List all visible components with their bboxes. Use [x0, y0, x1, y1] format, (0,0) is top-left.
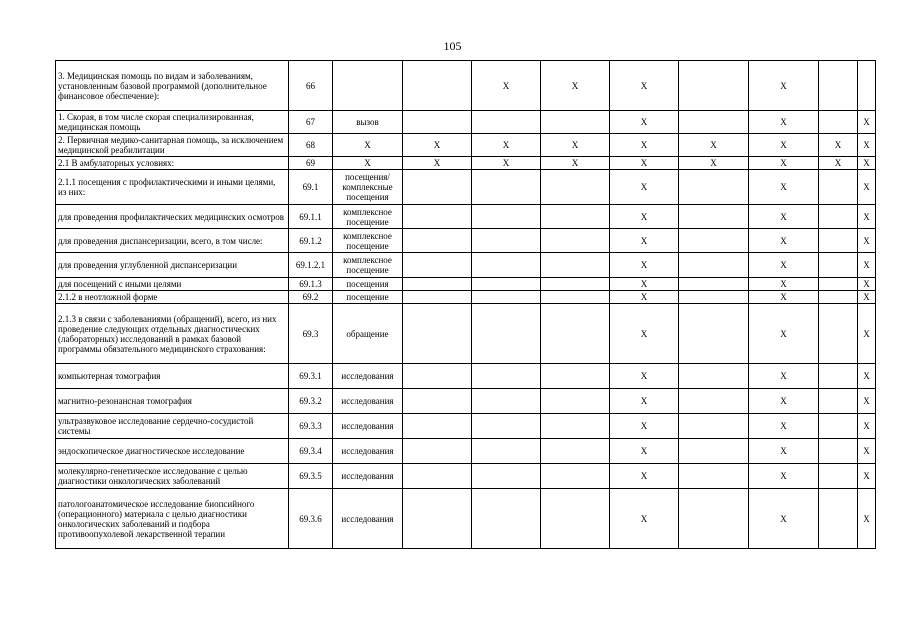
value-cell [819, 291, 858, 304]
value-cell [819, 253, 858, 278]
value-cell: Х [858, 205, 876, 229]
value-cell: Х [472, 61, 541, 111]
value-cell: Х [858, 364, 876, 389]
value-cell: Х [858, 253, 876, 278]
value-cell [819, 439, 858, 464]
row-name-cell: для проведения углубленной диспансеризации [56, 253, 289, 278]
row-name-cell: 2.1.1 посещения с профилактическими и иными целями, из них: [56, 170, 289, 205]
row-unit-cell: исследования [333, 364, 403, 389]
row-number-cell: 69.1 [289, 170, 333, 205]
value-cell [403, 304, 472, 364]
row-number-cell: 69.3.2 [289, 389, 333, 414]
row-number-cell: 69.1.1 [289, 205, 333, 229]
value-cell: Х [749, 170, 819, 205]
value-cell: Х [858, 489, 876, 549]
value-cell [819, 464, 858, 489]
row-number-cell: 69.1.3 [289, 278, 333, 291]
row-unit-cell: комплексное посещение [333, 229, 403, 253]
value-cell [472, 291, 541, 304]
value-cell [472, 205, 541, 229]
value-cell [472, 464, 541, 489]
value-cell: Х [858, 389, 876, 414]
value-cell [819, 229, 858, 253]
value-cell [819, 205, 858, 229]
value-cell [679, 170, 749, 205]
value-cell: Х [541, 157, 610, 170]
value-cell [403, 414, 472, 439]
row-number-cell: 66 [289, 61, 333, 111]
value-cell: Х [610, 291, 679, 304]
value-cell [541, 364, 610, 389]
row-unit-cell: исследования [333, 439, 403, 464]
value-cell [472, 489, 541, 549]
table-row [56, 464, 876, 489]
table-body [56, 61, 876, 549]
value-cell: Х [858, 414, 876, 439]
value-cell: Х [749, 389, 819, 414]
value-cell: Х [541, 61, 610, 111]
value-cell [679, 439, 749, 464]
value-cell: Х [749, 291, 819, 304]
value-cell: Х [610, 229, 679, 253]
value-cell [679, 414, 749, 439]
value-cell: Х [610, 464, 679, 489]
table-row [56, 364, 876, 389]
row-name-cell: 3. Медицинская помощь по видам и заболеваниям, установленным базовой программой (дополнительное финансовое обеспечение): [56, 61, 289, 111]
value-cell: Х [679, 157, 749, 170]
value-cell: Х [749, 229, 819, 253]
value-cell [403, 170, 472, 205]
table-row [56, 229, 876, 253]
row-name-cell: 2.1 В амбулаторных условиях: [56, 157, 289, 170]
row-number-cell: 67 [289, 111, 333, 134]
value-cell: Х [610, 414, 679, 439]
value-cell: Х [610, 134, 679, 157]
value-cell [819, 170, 858, 205]
row-name-cell: для проведения диспансеризации, всего, в том числе: [56, 229, 289, 253]
table-row [56, 278, 876, 291]
value-cell: Х [610, 253, 679, 278]
value-cell: Х [610, 111, 679, 134]
table-row [56, 205, 876, 229]
value-cell: Х [610, 170, 679, 205]
value-cell: Х [610, 205, 679, 229]
value-cell [679, 278, 749, 291]
table-row [56, 414, 876, 439]
data-table [55, 60, 876, 549]
table-row [56, 489, 876, 549]
row-name-cell: для посещений с иными целями [56, 278, 289, 291]
row-name-cell: компьютерная томография [56, 364, 289, 389]
row-unit-cell: посещения [333, 278, 403, 291]
row-number-cell: 68 [289, 134, 333, 157]
row-number-cell: 69.3.1 [289, 364, 333, 389]
row-number-cell: 69.3.6 [289, 489, 333, 549]
value-cell: Х [749, 205, 819, 229]
value-cell [403, 278, 472, 291]
value-cell [403, 439, 472, 464]
value-cell [819, 389, 858, 414]
value-cell [403, 489, 472, 549]
value-cell [679, 61, 749, 111]
value-cell: Х [472, 134, 541, 157]
value-cell [541, 253, 610, 278]
value-cell [819, 61, 858, 111]
value-cell: Х [610, 389, 679, 414]
value-cell [541, 170, 610, 205]
value-cell: Х [858, 278, 876, 291]
value-cell [403, 291, 472, 304]
value-cell [472, 253, 541, 278]
value-cell [472, 170, 541, 205]
value-cell: Х [749, 304, 819, 364]
value-cell [472, 364, 541, 389]
row-name-cell: магнитно-резонансная томография [56, 389, 289, 414]
row-name-cell: 2.1.3 в связи с заболеваниями (обращений), всего, из них проведение следующих отдельных диагностических (лабораторных) исследований в рамках базовой программы обязательного медицинского страхования: [56, 304, 289, 364]
value-cell [819, 364, 858, 389]
value-cell: Х [749, 464, 819, 489]
row-unit-cell: вызов [333, 111, 403, 134]
row-number-cell: 69.1.2 [289, 229, 333, 253]
value-cell: Х [858, 157, 876, 170]
value-cell [679, 489, 749, 549]
row-number-cell: 69.3.4 [289, 439, 333, 464]
value-cell: Х [610, 61, 679, 111]
value-cell: Х [858, 229, 876, 253]
value-cell: Х [403, 134, 472, 157]
row-unit-cell: Х [333, 134, 403, 157]
value-cell [819, 414, 858, 439]
row-number-cell: 69 [289, 157, 333, 170]
value-cell: Х [858, 464, 876, 489]
value-cell [472, 414, 541, 439]
value-cell: Х [749, 253, 819, 278]
value-cell [541, 229, 610, 253]
row-name-cell: 2. Первичная медико-санитарная помощь, за исключением медицинской реабилитации [56, 134, 289, 157]
row-unit-cell: Х [333, 157, 403, 170]
table-row [56, 61, 876, 111]
value-cell [472, 278, 541, 291]
row-unit-cell: исследования [333, 489, 403, 549]
value-cell [403, 389, 472, 414]
value-cell: Х [749, 439, 819, 464]
value-cell: Х [610, 364, 679, 389]
row-name-cell: 1. Скорая, в том числе скорая специализированная, медицинская помощь [56, 111, 289, 134]
value-cell [679, 304, 749, 364]
value-cell [679, 205, 749, 229]
value-cell: Х [749, 489, 819, 549]
row-number-cell: 69.3 [289, 304, 333, 364]
value-cell: Х [472, 157, 541, 170]
value-cell [403, 464, 472, 489]
value-cell [541, 489, 610, 549]
row-number-cell: 69.3.5 [289, 464, 333, 489]
value-cell: Х [819, 134, 858, 157]
value-cell [472, 111, 541, 134]
row-number-cell: 69.3.3 [289, 414, 333, 439]
table-row [56, 439, 876, 464]
value-cell: Х [819, 157, 858, 170]
table-row [56, 389, 876, 414]
row-name-cell: ультразвуковое исследование сердечно-сосудистой системы [56, 414, 289, 439]
value-cell [819, 111, 858, 134]
value-cell [472, 439, 541, 464]
value-cell [819, 278, 858, 291]
value-cell [403, 253, 472, 278]
row-number-cell: 69.2 [289, 291, 333, 304]
value-cell: Х [403, 157, 472, 170]
value-cell [403, 111, 472, 134]
table-row [56, 134, 876, 157]
value-cell: Х [749, 134, 819, 157]
value-cell [541, 464, 610, 489]
table-row [56, 157, 876, 170]
table-row [56, 291, 876, 304]
value-cell [679, 253, 749, 278]
value-cell: Х [541, 134, 610, 157]
value-cell: Х [610, 439, 679, 464]
value-cell: Х [749, 278, 819, 291]
row-unit-cell: комплексное посещение [333, 253, 403, 278]
value-cell: Х [610, 157, 679, 170]
row-unit-cell: комплексное посещение [333, 205, 403, 229]
value-cell [472, 304, 541, 364]
value-cell [541, 304, 610, 364]
table-row [56, 111, 876, 134]
value-cell [679, 229, 749, 253]
value-cell: Х [858, 304, 876, 364]
row-unit-cell: исследования [333, 414, 403, 439]
table-row [56, 253, 876, 278]
value-cell: Х [610, 304, 679, 364]
value-cell: Х [858, 111, 876, 134]
row-unit-cell: исследования [333, 389, 403, 414]
value-cell: Х [858, 291, 876, 304]
value-cell: Х [749, 157, 819, 170]
value-cell: Х [749, 111, 819, 134]
value-cell [472, 229, 541, 253]
value-cell: Х [858, 170, 876, 205]
value-cell: Х [610, 489, 679, 549]
table-row [56, 304, 876, 364]
value-cell: Х [858, 134, 876, 157]
value-cell: Х [749, 364, 819, 389]
value-cell: Х [858, 439, 876, 464]
value-cell: Х [610, 278, 679, 291]
row-name-cell: 2.1.2 в неотложной форме [56, 291, 289, 304]
value-cell [541, 278, 610, 291]
value-cell [679, 364, 749, 389]
value-cell [541, 439, 610, 464]
value-cell: Х [749, 61, 819, 111]
value-cell [541, 205, 610, 229]
value-cell [819, 304, 858, 364]
value-cell [679, 111, 749, 134]
row-name-cell: молекулярно-генетическое исследование с целью диагностики онкологических заболеваний [56, 464, 289, 489]
value-cell [679, 464, 749, 489]
value-cell [541, 111, 610, 134]
value-cell [819, 489, 858, 549]
value-cell [403, 205, 472, 229]
value-cell [403, 229, 472, 253]
value-cell [679, 389, 749, 414]
value-cell [403, 61, 472, 111]
value-cell: Х [679, 134, 749, 157]
table-row [56, 170, 876, 205]
value-cell [403, 364, 472, 389]
row-unit-cell [333, 61, 403, 111]
value-cell [472, 389, 541, 414]
row-unit-cell: обращение [333, 304, 403, 364]
value-cell [679, 291, 749, 304]
page-number: 105 [443, 39, 462, 53]
value-cell [858, 61, 876, 111]
row-unit-cell: посещение [333, 291, 403, 304]
row-number-cell: 69.1.2.1 [289, 253, 333, 278]
value-cell: Х [749, 414, 819, 439]
row-unit-cell: исследования [333, 464, 403, 489]
value-cell [541, 389, 610, 414]
row-unit-cell: посещения/комплексные посещения [333, 170, 403, 205]
value-cell [541, 414, 610, 439]
value-cell [541, 291, 610, 304]
row-name-cell: патологоанатомическое исследование биопсийного (операционного) материала с целью диагностики онкологических заболеваний и подбора противоопухолевой лекарственной терапии [56, 489, 289, 549]
row-name-cell: для проведения профилактических медицинских осмотров [56, 205, 289, 229]
row-name-cell: эндоскопическое диагностическое исследование [56, 439, 289, 464]
